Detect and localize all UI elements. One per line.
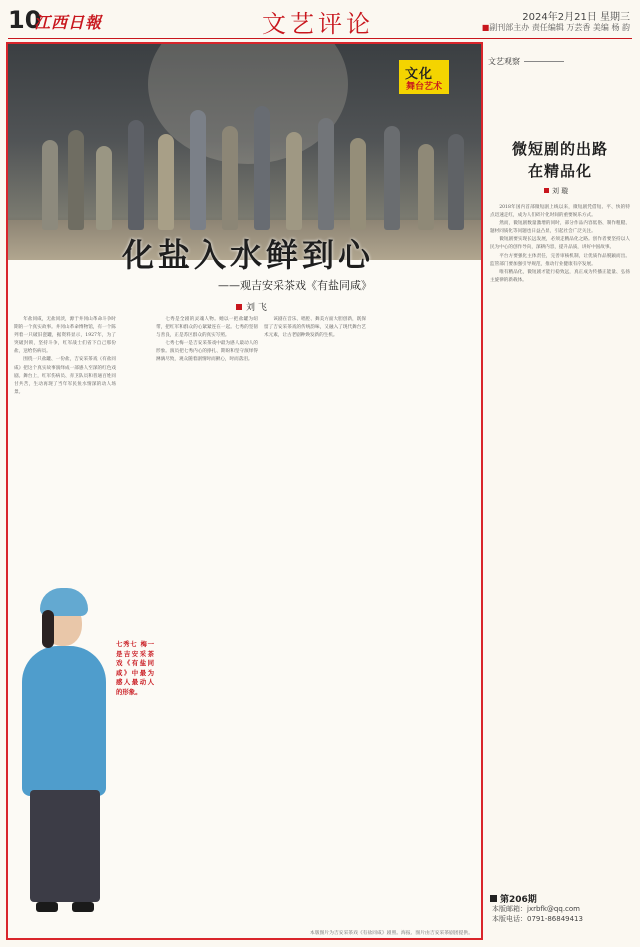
issue-label: 第206期: [500, 895, 537, 905]
paragraph: 七秀七梅一是吉安采茶戏中最为感人最动人的形象。演员把七秀内心的挣扎、期盼和坚守演绎得淋漓尽致，观众随着剧情时而揪心，时而落泪。: [156, 341, 258, 363]
issue-marker: [490, 895, 497, 902]
portrait-shoe: [36, 902, 58, 912]
byline-author: 刘 飞: [246, 303, 267, 313]
pull-quote: 七秀七 梅一是吉安采茶戏《有盐同咸》中最为感人最动人的形象。: [116, 640, 154, 696]
paragraph: 七秀是全剧的灵魂人物。她以一把盐罐为纽带，把红军和群众的心紧紧连在一起。七秀的坚韧与善良，正是苏区群众的真实写照。: [156, 317, 258, 339]
article-headline: 化盐入水鲜到心: [121, 236, 374, 274]
performer-figure: [68, 130, 84, 230]
performer-figure: [42, 140, 58, 230]
performer-figure: [222, 126, 238, 230]
paragraph: 平台方要强化主体责任，完善审核机制，让优质作品脱颖而出。监管部门要加强引导规范，推动行业健康有序发展。: [490, 253, 630, 267]
editors-prefix: 副刊部主办: [489, 23, 530, 32]
paragraph: 然而，微短剧数量激增的同时，部分作品内容低俗、制作粗糙、题材同质化等问题也日益凸显，引起社会广泛关注。: [490, 221, 630, 235]
sidebar-author: 刘 璇: [552, 187, 569, 195]
article-column-4: [372, 316, 474, 926]
badge-mark: 文化: [405, 67, 434, 82]
sidebar-title-line-1: 微短剧的出路: [511, 140, 608, 158]
performer-figure: [418, 144, 434, 230]
performer-figure: [318, 118, 334, 230]
paragraph: 唯有精品化，微短剧才能行稳致远，真正成为传播正能量、弘扬主旋律的新载体。: [490, 269, 630, 283]
performer-figure: [254, 106, 270, 230]
portrait-braid: [42, 610, 54, 648]
sidebar-byline: [544, 186, 568, 196]
editors-names: 责任编辑 万芸香 美编 杨 韵: [531, 23, 630, 32]
portrait-shoe: [72, 902, 94, 912]
sidebar-column-tag: [488, 56, 564, 67]
paragraph: 围绕一只盐罐、一份盐，吉安采茶戏《有盐同咸》把这个真实故事演绎成一部感人至深的红色戏剧。舞台上，红军伤病员、赤卫队员和普通百姓同甘共苦，生动再现了当年军民鱼水情深的动人场景。: [14, 357, 116, 395]
contact-info: [492, 904, 583, 924]
section-title: 文艺评论: [262, 10, 374, 38]
issue-date: 2024年2月21日 星期三: [522, 12, 630, 23]
stage-photo: [8, 44, 481, 260]
paragraph: 该剧在音乐、唱腔、舞美方面大胆创新，既保留了吉安采茶戏的传统韵味，又融入了现代舞台艺术元素，让古老剧种焕发新的生机。: [264, 317, 366, 339]
contact-email: 本版邮箱：jxrbfk@qq.com: [492, 905, 580, 913]
performer-figure: [286, 132, 302, 230]
paragraph: 微短剧要实现长远发展，必须走精品化之路。创作者要坚持以人民为中心的创作导向，深耕内容，提升品质，讲好中国故事。: [490, 237, 630, 251]
byline-marker: [236, 304, 242, 310]
article-column-2: [156, 316, 258, 926]
performer-figure: [384, 126, 400, 230]
portrait-body: [22, 646, 106, 796]
article-subhead: ——观吉安采茶戏《有盐同咸》: [218, 279, 372, 292]
performer-figure: [190, 110, 206, 230]
paragraph: 年盐同咸，无盐同淡，源于井冈山革命斗争时期的一个真实故事。井冈山革命博物馆，有一个陈列着一只破旧瓷罐，据资料显示，1927年，为了突破封锁，坚持斗争，红军战士们省下自己那份盐，送给伤病员。: [14, 317, 116, 355]
column-badge: [399, 60, 449, 94]
performer-figure: [128, 120, 144, 230]
performer-figure: [158, 134, 174, 230]
performer-figure: [448, 134, 464, 230]
sidebar-tag-label: 文艺观察: [488, 57, 520, 66]
portrait-skirt: [30, 790, 100, 902]
sidebar-body: [490, 204, 630, 884]
feature-article: [6, 42, 483, 940]
contact-phone: 本版电话：0791-86849413: [492, 915, 583, 923]
sidebar-title-line-2: 在精品化: [527, 162, 592, 180]
article-byline: [236, 300, 267, 313]
badge-label: 舞台艺术: [405, 82, 442, 92]
performer-figure: [350, 138, 366, 230]
photo-caption: 本版图片为吉安采茶戏《有盐同咸》剧照。海报、图片由吉安采茶剧团提供。: [309, 931, 473, 936]
masthead-divider: [8, 38, 632, 39]
article-column-3: [264, 316, 366, 926]
editors-line: ■副刊部主办 责任编辑 万芸香 美编 杨 韵: [481, 23, 630, 32]
tag-rule: [524, 61, 564, 62]
newspaper-logo: 江西日報: [34, 13, 103, 32]
sidebar-article: [486, 42, 634, 940]
performer-figure: [96, 146, 112, 230]
paragraph: 2018年国内首部微短剧上线以来，微短剧凭借短、平、快的特点迅速走红，成为人们碎片化时间的重要娱乐方式。: [490, 205, 630, 219]
byline-marker: [544, 188, 549, 193]
actress-portrait: [14, 584, 114, 928]
masthead: [0, 0, 640, 40]
article-column-1: [14, 316, 116, 582]
page-number: 10: [8, 6, 42, 34]
